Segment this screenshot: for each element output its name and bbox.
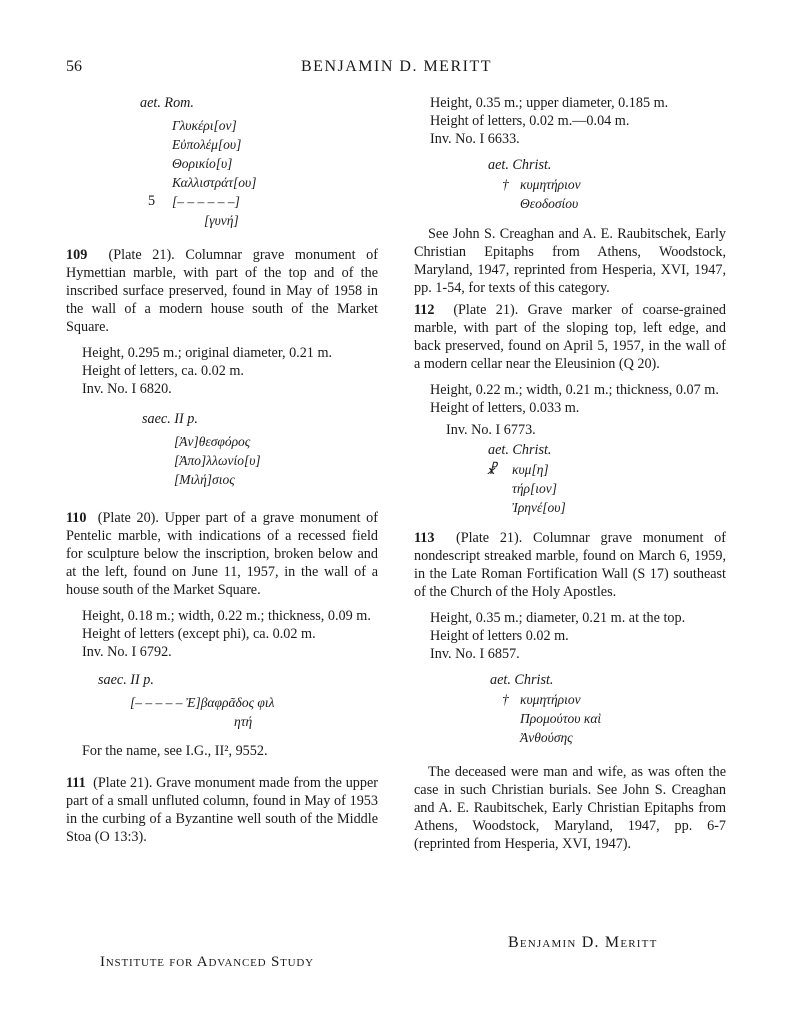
- inscription-date: aet. Christ.: [488, 157, 552, 173]
- inscription-line: [γυνή]: [204, 213, 239, 228]
- inscription-line: ητή: [234, 714, 253, 729]
- measurement: Height of letters 0.02 m.: [430, 628, 569, 644]
- closing-note: The deceased were man and wife, as was often the case in such Christian burials. See John S. Creaghan and A. E. Raubitschek, Early Christian Epitaphs from Athens, Woodstock, Maryland, 1947, pp. 6-7 (reprinted from Hesperia, XVI, 1947).: [414, 764, 726, 852]
- measurement: Height, 0.18 m.; width, 0.22 m.; thickness, 0.09 m.: [82, 608, 371, 624]
- cross-symbol: †: [502, 692, 509, 707]
- inscription-112: [414, 441, 726, 517]
- cross-symbol: †: [502, 177, 509, 192]
- inscription-line: Προμούτου καὶ: [520, 711, 602, 726]
- inventory-number: Inv. No. I 6857.: [430, 646, 520, 662]
- inscription-date: aet. Rom.: [140, 95, 194, 111]
- entry-110-measurements: [66, 607, 378, 661]
- entry-number: 113: [414, 530, 435, 546]
- inventory-number: Inv. No. I 6820.: [82, 381, 172, 397]
- inscription-line: [Μιλή]σιος: [174, 472, 235, 487]
- inscription-line: κυμ[η]: [512, 462, 549, 477]
- entry-text: (Plate 21). Grave marker of coarse-grained marble, with part of the sloping top, left edge, and back preserved, found on April 5, 1957, in the wall of a modern cellar near the Eleusinion (Q 20).: [414, 302, 727, 372]
- inscription-113: [414, 671, 726, 747]
- inscription-date: saec. II p.: [142, 411, 198, 427]
- inscription-line: Εὐπολέμ[ου]: [172, 137, 242, 152]
- measurement: Height, 0.35 m.; diameter, 0.21 m. at the top.: [430, 610, 686, 626]
- inscription-date: aet. Christ.: [490, 672, 554, 688]
- entry-text: (Plate 21). Columnar grave monument of Hymettian marble, with part of the top and of the inscribed surface preserved, found in May of 1958 in the wall of a modern house south of the Market Square.: [66, 247, 378, 335]
- measurement: Height, 0.22 m.; width, 0.21 m.; thickness, 0.07 m.: [430, 382, 719, 398]
- measurement: Height of letters (except phi), ca. 0.02 m.: [82, 626, 316, 642]
- inscription-108: [66, 94, 378, 232]
- entry-110-description: [66, 509, 378, 599]
- inscription-110: [66, 671, 378, 731]
- inscription-109: [66, 410, 378, 489]
- author-signature: Benjamin D. Meritt: [508, 934, 658, 951]
- entry-109-description: [66, 246, 378, 336]
- entry-number: 109: [66, 247, 88, 263]
- inscription-line: τήρ[ιον]: [512, 481, 558, 496]
- entry-text: (Plate 21). Grave monument made from the upper part of a small unfluted column, found in May of 1953 in the curbing of a Byzantine well south of the Middle Stoa (O 13:3).: [66, 775, 378, 845]
- inscription-line: κυμητήριον: [520, 177, 581, 192]
- inventory-number: Inv. No. I 6633.: [430, 131, 520, 147]
- inscription-line: Θορικίο[υ]: [172, 156, 233, 171]
- inscription-line: [– – – – – Ἐ]βαφρᾶδος φιλ: [130, 695, 275, 710]
- entry-112-measurements: [414, 381, 726, 439]
- entry-113-measurements: [414, 609, 726, 663]
- inscription-line: Θεοδοσίου: [520, 196, 579, 211]
- measurement: Height, 0.295 m.; original diameter, 0.21 m.: [82, 345, 333, 361]
- inscription-111: [414, 156, 726, 213]
- inscription-line: [– – – – – –]: [172, 194, 240, 209]
- inventory-number: Inv. No. I 6792.: [82, 644, 172, 660]
- inscription-line: [Ἀπο]λλωνίο[υ]: [174, 453, 261, 468]
- left-column: [66, 94, 378, 846]
- chi-rho-icon: ☧: [486, 462, 497, 477]
- running-title: BENJAMIN D. MERITT: [301, 58, 492, 75]
- entry-text: (Plate 20). Upper part of a grave monument of Pentelic marble, with indications of a recessed field for sculpture below the inscription, broken below and at the left, found on June 11, 1957, in the wall of a house south of the Market Square.: [66, 510, 378, 598]
- entry-number: 111: [66, 775, 86, 791]
- entry-number: 112: [414, 302, 435, 318]
- measurement: Height of letters, 0.02 m.—0.04 m.: [430, 113, 630, 129]
- running-head: [66, 58, 726, 78]
- entry-text: (Plate 21). Columnar grave monument of nondescript streaked marble, found on March 6, 1959, in the Late Roman Fortification Wall (S 17) southeast of the Church of the Holy Apostles.: [414, 530, 726, 600]
- entry-111-measurements: [414, 94, 726, 148]
- inscription-line: κυμητήριον: [520, 692, 581, 707]
- inscription-line: Γλυκέρι[ον]: [172, 118, 237, 133]
- measurement: Height of letters, ca. 0.02 m.: [82, 363, 244, 379]
- entry-109-measurements: [66, 344, 378, 398]
- measurement: Height of letters, 0.033 m.: [430, 400, 580, 416]
- inscription-line: Καλλιστράτ[ου]: [172, 175, 257, 190]
- reference-note: See John S. Creaghan and A. E. Raubitschek, Early Christian Epitaphs from Athens, Woodstock, Maryland, 1947, reprinted from Hesperia, XVI, 1947, pp. 1-54, for texts of this category.: [414, 226, 726, 296]
- entry-111-description: [66, 774, 378, 846]
- inscription-date: saec. II p.: [98, 672, 154, 688]
- entry-112-description: [414, 301, 726, 373]
- right-column: [414, 94, 726, 853]
- entry-110-note: For the name, see I.G., II², 9552.: [82, 743, 268, 759]
- footer-institution: Institute for Advanced Study: [100, 954, 314, 970]
- page-number: 56: [66, 58, 82, 75]
- inventory-number: Inv. No. I 6773.: [446, 422, 536, 438]
- line-number: 5: [148, 193, 156, 209]
- inscription-date: aet. Christ.: [488, 442, 552, 458]
- entry-number: 110: [66, 510, 87, 526]
- measurement: Height, 0.35 m.; upper diameter, 0.185 m.: [430, 95, 669, 111]
- inscription-line: [Ἀν]θεσφόρος: [174, 434, 251, 449]
- inscription-line: Ἀνθούσης: [520, 730, 573, 745]
- inscription-line: Ἰρηνέ[ου]: [512, 500, 566, 515]
- entry-113-description: [414, 529, 726, 601]
